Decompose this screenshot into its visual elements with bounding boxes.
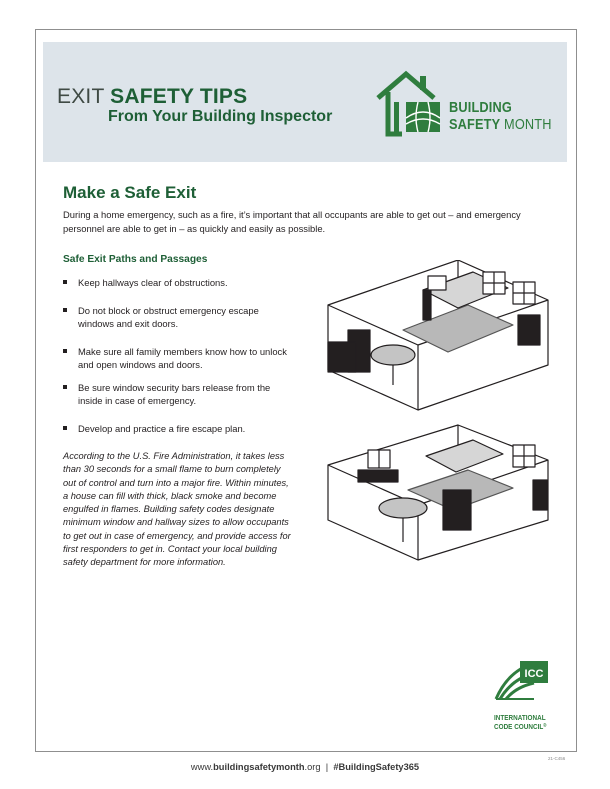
icc-mark: ® (543, 723, 547, 729)
tip-text: Develop and practice a fire escape plan. (78, 423, 246, 434)
tip-text: Do not block or obstruct emergency escape windows and exit doors. (78, 305, 259, 329)
footer-hashtag: #BuildingSafety365 (333, 762, 420, 772)
title-light: EXIT (57, 85, 111, 108)
list-item (63, 345, 293, 371)
brand-line2a: SAFETY (449, 116, 501, 133)
bullet-icon (63, 308, 67, 312)
icc-line1: INTERNATIONAL (494, 713, 546, 722)
tip-text: Make sure all family members know how to unlock and open windows and doors. (78, 346, 287, 370)
brand-line1: BUILDING (449, 99, 512, 116)
footer-url-post[interactable]: .org (304, 762, 321, 772)
tip-text: Be sure window security bars release from the inside in case of emergency. (78, 382, 271, 406)
section-title: Make a Safe Exit (63, 183, 197, 202)
house-globe-logo-icon (376, 68, 456, 140)
lower-room-illustration (328, 425, 548, 560)
tip-text: Keep hallways clear of obstructions. (78, 277, 228, 288)
upper-room-illustration (328, 260, 548, 410)
footer-url-bold[interactable]: buildingsafetymonth (213, 762, 305, 772)
icc-globe-logo-icon (494, 661, 548, 701)
bullet-icon (63, 349, 67, 353)
icc-wordmark (494, 713, 546, 731)
doc-code: 21-C456 (548, 756, 566, 761)
list-item (63, 422, 293, 435)
list-item (63, 381, 293, 407)
page-subtitle: From Your Building Inspector (108, 108, 333, 125)
room-illustration (308, 260, 563, 580)
brand-line2b: MONTH (500, 116, 552, 133)
brand-wordmark (449, 99, 552, 133)
bullet-icon (63, 280, 67, 284)
list-item (63, 304, 293, 330)
icc-line2: CODE COUNCIL (494, 722, 544, 731)
fire-facts-paragraph: According to the U.S. Fire Administration, it takes less than 30 seconds for a small flame to burn completely out of control and turn into a major fire. Within minutes, a house can fill with thick, black smoke and become engulfed in flames. Building safety codes designate minimum window and hallway sizes to allow occupants to get out in case of emergency, and provide access for first responders to get in. Contact your local building safety department for more information. (63, 451, 291, 568)
icc-abbr: ICC (524, 668, 544, 680)
page-title (57, 85, 247, 109)
footer (0, 762, 610, 772)
paths-heading: Safe Exit Paths and Passages (63, 254, 208, 265)
bullet-icon (63, 385, 67, 389)
intro-text: During a home emergency, such as a fire, it’s important that all occupants are able to get out – and emergency personnel are able to get in – as quickly and easily as possible. (63, 209, 521, 234)
bullet-icon (63, 426, 67, 430)
footer-url-pre[interactable]: www. (190, 762, 214, 772)
footer-separator: | (320, 762, 334, 772)
list-item (63, 276, 293, 289)
title-bold: SAFETY TIPS (110, 85, 248, 108)
